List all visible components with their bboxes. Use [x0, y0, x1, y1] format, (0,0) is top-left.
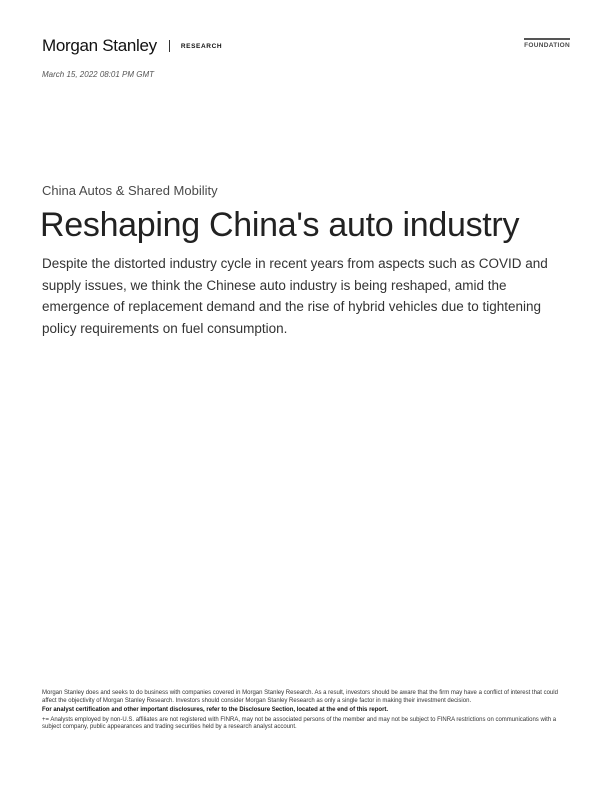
disclaimer-text: Morgan Stanley does and seeks to do business with companies covered in Morgan Stanley Research. As a result, investors should be aware that the firm may have a conflict of interest that could affect the objectivity of Morgan Stanley Research. Investors should consider Morgan Stanley Research as only a single factor in making their investment decision. [42, 690, 558, 704]
industry-kicker: China Autos & Shared Mobility [42, 183, 218, 198]
disclosure-footer [42, 690, 572, 734]
report-type-badge: FOUNDATION [524, 38, 570, 49]
certification-note: For analyst certification and other important disclosures, refer to the Disclosure Section, located at the end of this report. [42, 707, 389, 713]
section-label: RESEARCH [180, 42, 223, 50]
report-summary: Despite the distorted industry cycle in recent years from aspects such as COVID and supply issues, we think the Chinese auto industry is being reshaped, amid the emergence of replacement demand and the rise of hybrid vehicles due to tightening policy requirements on fuel consumption. [42, 256, 548, 336]
finra-note: += Analysts employed by non-U.S. affiliates are not registered with FINRA, may not be associated persons of the member and may not be subject to FINRA restrictions on communications with a subject company, public appearances and trading securities held by a research analyst account. [42, 716, 557, 730]
publication-date: March 15, 2022 08:01 PM GMT [42, 70, 155, 79]
header-divider [169, 40, 170, 52]
page-header [42, 36, 222, 56]
report-title: Reshaping China's auto industry [40, 206, 520, 244]
morgan-stanley-logo: Morgan Stanley [42, 36, 157, 55]
